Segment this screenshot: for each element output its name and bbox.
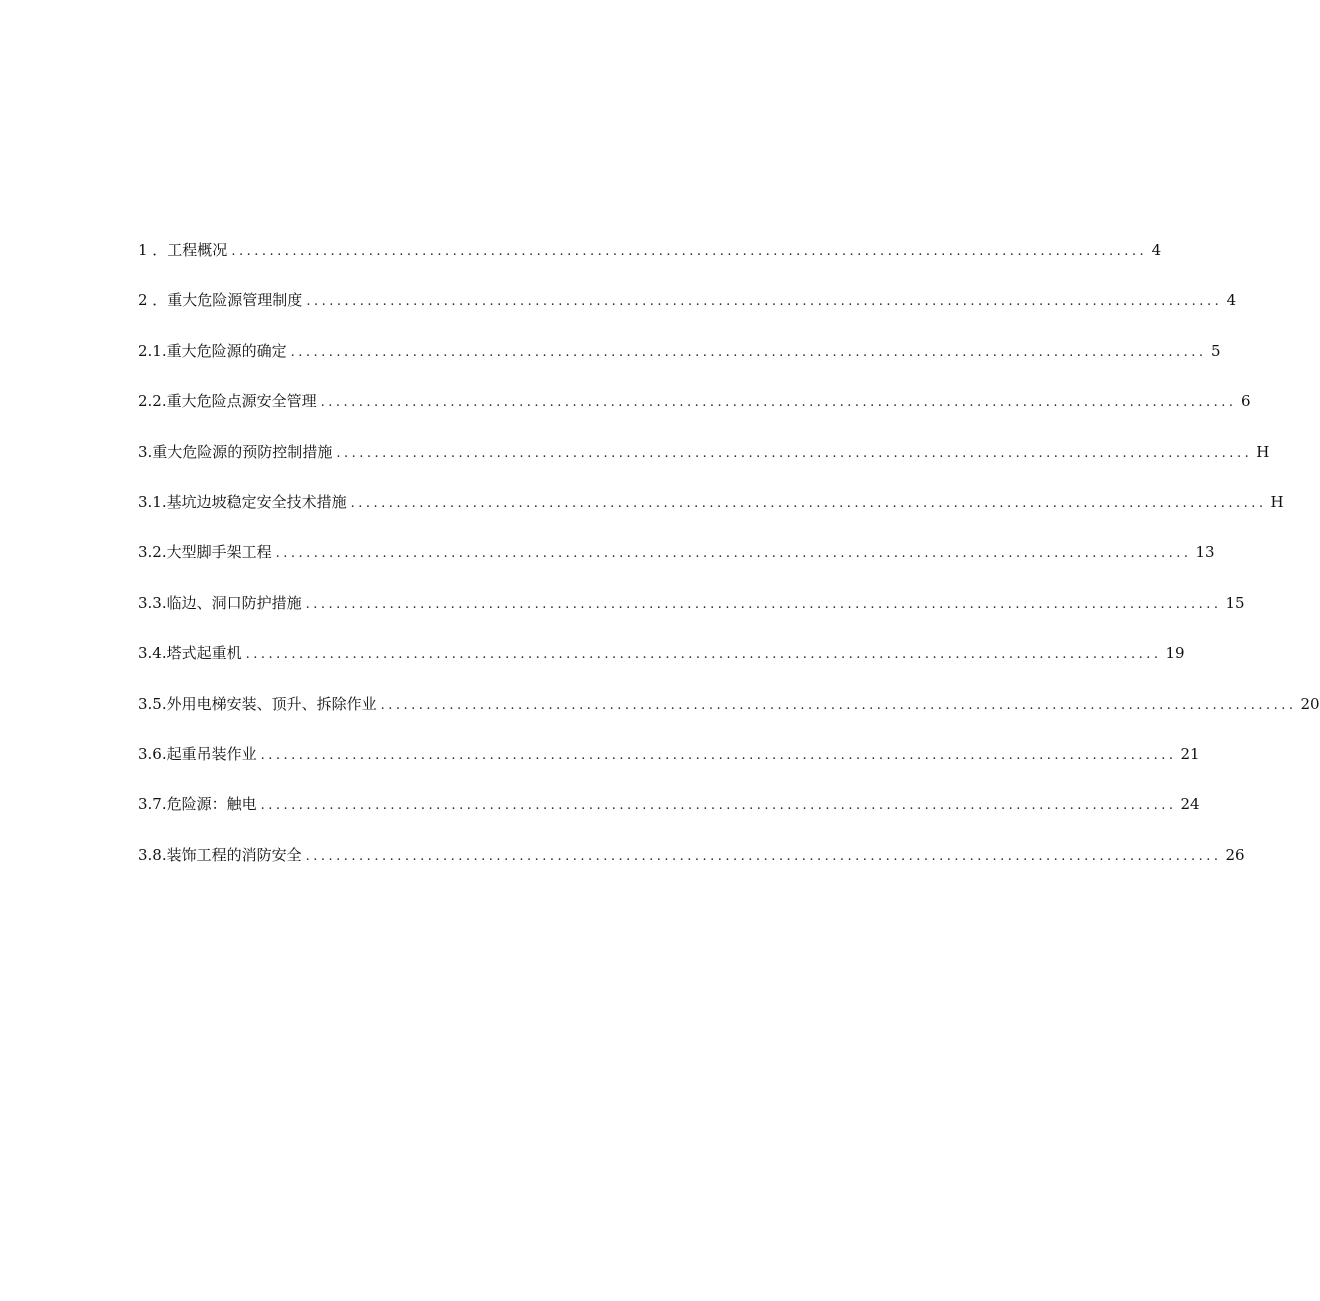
toc-entry[interactable] [138, 792, 1200, 842]
toc-dot-leader: ........................................................................................................................ [231, 244, 1148, 259]
toc-entry[interactable] [138, 288, 1237, 338]
toc-entry-page: 24 [1180, 795, 1200, 814]
toc-entry-title: 3.8.装饰工程的消防安全 [138, 845, 302, 864]
toc-entry[interactable] [138, 440, 1270, 490]
toc-dot-leader: ........................................................................................................................ [305, 596, 1222, 612]
toc-entry[interactable] [138, 238, 1162, 288]
toc-entry-page: 13 [1195, 543, 1215, 562]
toc-entry[interactable] [138, 641, 1185, 691]
toc-dot-leader: ........................................................................................................................ [260, 747, 1177, 763]
toc-entry[interactable] [138, 339, 1221, 389]
toc-entry-page: 5 [1210, 341, 1221, 360]
toc-entry-title: 2.1.重大危险源的确定 [138, 341, 287, 360]
toc-entry[interactable] [138, 540, 1215, 590]
toc-entry-page: 4 [1226, 291, 1237, 310]
table-of-contents [138, 238, 1320, 893]
toc-entry-page: H [1256, 442, 1270, 461]
toc-entry-title: 3.4.塔式起重机 [138, 644, 242, 663]
toc-dot-leader: ........................................................................................................................ [305, 848, 1222, 864]
toc-entry-title: 3.3.临边、洞口防护措施 [138, 593, 302, 612]
toc-entry-title: 2 ．重大危险源管理制度 [138, 291, 303, 310]
toc-dot-leader: ........................................................................................................................ [290, 344, 1207, 360]
toc-entry-page: 4 [1151, 241, 1162, 259]
toc-dot-leader: ........................................................................................................................ [380, 697, 1297, 713]
toc-entry[interactable] [138, 843, 1245, 893]
toc-entry-page: 20 [1300, 694, 1320, 713]
toc-dot-leader: ........................................................................................................................ [306, 294, 1223, 310]
toc-entry[interactable] [138, 591, 1245, 641]
toc-entry-title: 3.7.危险源：触电 [138, 795, 257, 814]
toc-entry-page: H [1270, 492, 1284, 511]
toc-dot-leader: ........................................................................................................................ [245, 647, 1162, 663]
toc-entry-title: 3.6.起重吊装作业 [138, 744, 257, 763]
toc-dot-leader: ........................................................................................................................ [336, 445, 1253, 461]
toc-entry-title: 3.重大危险源的预防控制措施 [138, 442, 333, 461]
toc-entry[interactable] [138, 742, 1200, 792]
toc-entry-title: 1 ．工程概况 [138, 241, 228, 259]
toc-dot-leader: ........................................................................................................................ [320, 395, 1237, 411]
toc-entry-page: 6 [1240, 392, 1251, 411]
toc-entry-page: 21 [1180, 744, 1200, 763]
toc-entry[interactable] [138, 490, 1284, 540]
toc-entry-title: 3.5.外用电梯安装、顶升、拆除作业 [138, 694, 377, 713]
toc-dot-leader: ........................................................................................................................ [350, 495, 1267, 511]
toc-entry[interactable] [138, 692, 1320, 742]
toc-entry-title: 2.2.重大危险点源安全管理 [138, 392, 317, 411]
toc-entry-page: 15 [1225, 593, 1245, 612]
toc-dot-leader: ........................................................................................................................ [275, 546, 1192, 562]
toc-entry-page: 19 [1165, 644, 1185, 663]
toc-entry-title: 3.2.大型脚手架工程 [138, 543, 272, 562]
toc-entry-title: 3.1.基坑边坡稳定安全技术措施 [138, 492, 347, 511]
toc-entry-page: 26 [1225, 845, 1245, 864]
toc-entry[interactable] [138, 389, 1251, 439]
toc-dot-leader: ........................................................................................................................ [260, 798, 1177, 814]
